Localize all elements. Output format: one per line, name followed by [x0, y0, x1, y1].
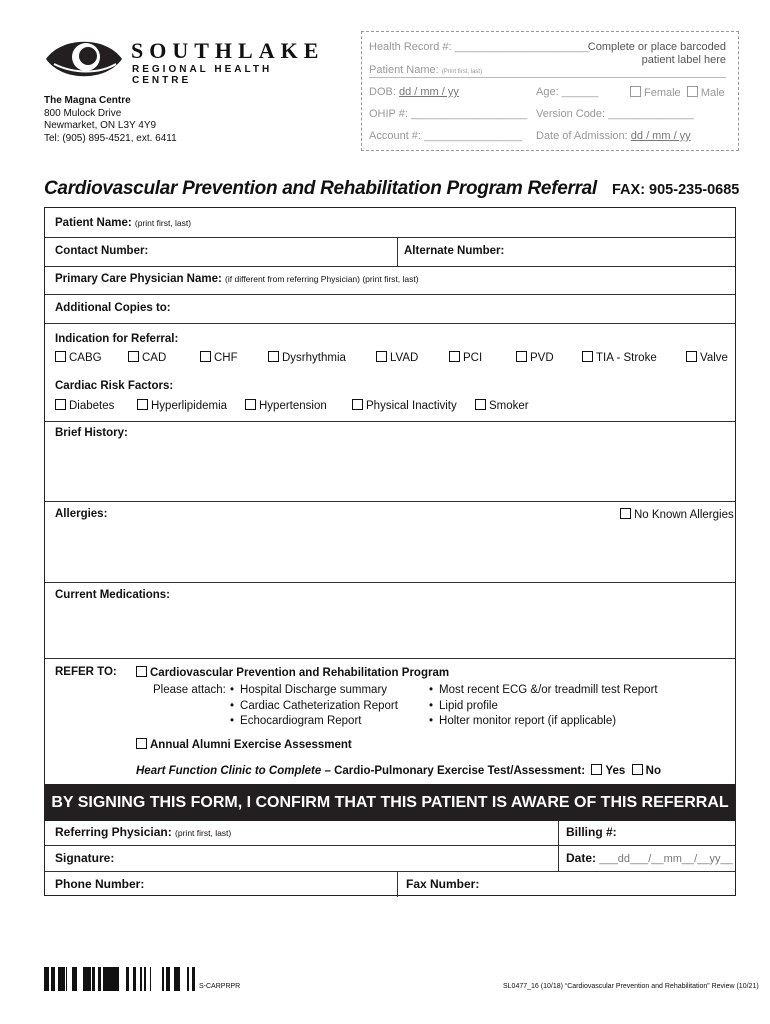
- option-label: Valve: [700, 352, 728, 364]
- version-code-field[interactable]: Version Code: ______________: [536, 108, 694, 120]
- attach-item: • Hospital Discharge summary: [230, 684, 387, 696]
- barcode-bar: [85, 967, 88, 991]
- attach-item: • Lipid profile: [429, 700, 498, 712]
- barcode-bar: [74, 967, 75, 991]
- barcode-bar: [92, 967, 95, 991]
- option-label: CABG: [69, 352, 102, 364]
- form-revision: SL0477_16 (10/18) “Cardiovascular Prevention and Rehabilitation” Review (10/21): [503, 983, 759, 990]
- option-label: Hypertension: [259, 400, 327, 412]
- additional-copies-field[interactable]: Additional Copies to:: [55, 302, 171, 314]
- checkbox[interactable]: [136, 666, 147, 677]
- referring-physician-field[interactable]: [55, 825, 231, 839]
- checkbox-option[interactable]: [686, 351, 728, 364]
- alumni-option[interactable]: [136, 738, 352, 751]
- barcode-bar: [44, 967, 46, 991]
- barcode-bar: [75, 967, 77, 991]
- dob-value: dd / mm / yy: [398, 86, 459, 98]
- patient-name-label: Patient Name:: [55, 217, 132, 229]
- option-label: CAD: [142, 352, 167, 364]
- address-line: Tel: (905) 895-4521, ext. 6411: [44, 132, 177, 144]
- attach-item: • Cardiac Catheterization Report: [230, 700, 398, 712]
- checkbox[interactable]: [686, 351, 697, 362]
- barcode-bar: [48, 967, 49, 991]
- option-label: Physical Inactivity: [366, 400, 457, 412]
- checkbox[interactable]: [55, 399, 66, 410]
- consent-banner: BY SIGNING THIS FORM, I CONFIRM THAT THIS PATIENT IS AWARE OF THIS REFERRAL: [45, 784, 735, 821]
- barcode-bar: [126, 967, 129, 991]
- checkbox[interactable]: [55, 351, 66, 362]
- nka-label: No Known Allergies: [634, 509, 734, 521]
- fax-number-header: FAX: 905-235-0685: [612, 182, 740, 198]
- patient-name-hint: (Print first, last): [441, 69, 483, 75]
- patient-name-field[interactable]: [55, 217, 191, 229]
- checkbox-male[interactable]: [687, 86, 698, 97]
- barcode-bar: [187, 967, 189, 991]
- checkbox[interactable]: [268, 351, 279, 362]
- alumni-label: Annual Alumni Exercise Assessment: [150, 739, 352, 751]
- female-label: Female: [644, 87, 681, 99]
- date-value: ___dd___/__mm__/__yy__: [599, 853, 733, 865]
- checkbox[interactable]: [200, 351, 211, 362]
- refer-to-label: REFER TO:: [55, 666, 117, 678]
- no-label: No: [645, 765, 662, 777]
- checkbox-option[interactable]: [268, 351, 346, 364]
- billing-field[interactable]: Billing #:: [566, 825, 617, 839]
- barcode-bar: [108, 967, 111, 991]
- barcode-bar: [166, 967, 167, 991]
- checkbox-option[interactable]: [449, 351, 482, 364]
- divider: [45, 845, 735, 846]
- dob-field[interactable]: [369, 86, 459, 98]
- risk-factors-label: Cardiac Risk Factors:: [55, 380, 174, 392]
- option-label: Diabetes: [69, 400, 115, 412]
- signature-field[interactable]: Signature:: [55, 851, 115, 865]
- option-label: PCI: [463, 352, 483, 364]
- address-line: The Magna Centre: [44, 95, 131, 106]
- indication-label: Indication for Referral:: [55, 333, 179, 345]
- divider: [45, 237, 735, 238]
- checkbox[interactable]: [475, 399, 486, 410]
- barcode-bar: [115, 967, 117, 991]
- attach-item: • Most recent ECG &/or treadmill test Report: [429, 684, 658, 696]
- pcp-hint: (if different from referring Physician) (print first, last): [225, 274, 419, 284]
- barcode-note-line: Complete or place barcoded: [587, 41, 726, 53]
- divider: [45, 421, 735, 422]
- barcode-bar: [167, 967, 170, 991]
- barcode-bar: [103, 967, 105, 991]
- divider: [45, 871, 735, 872]
- checkbox-option[interactable]: [376, 351, 418, 364]
- program-option[interactable]: [136, 666, 449, 679]
- barcode-bar: [105, 967, 108, 991]
- divider: [397, 237, 398, 266]
- checkbox-option[interactable]: [475, 399, 529, 412]
- account-field[interactable]: Account #: ________________: [369, 130, 522, 142]
- hf-clinic-label: Heart Function Clinic to Complete: [136, 765, 322, 777]
- hf-test-label: – Cardio-Pulmonary Exercise Test/Assessment:: [321, 765, 586, 777]
- checkbox-option[interactable]: [200, 351, 238, 364]
- brief-history-field[interactable]: Brief History:: [55, 427, 128, 439]
- logo-name: SOUTHLAKE: [131, 38, 325, 63]
- checkbox-option[interactable]: [516, 351, 554, 364]
- pcp-name-field[interactable]: [55, 273, 419, 285]
- option-label: Smoker: [489, 400, 529, 412]
- no-known-allergies-option[interactable]: [620, 508, 734, 521]
- barcode-bar: [60, 967, 63, 991]
- barcode-bar: [117, 967, 119, 991]
- logo: [44, 34, 325, 86]
- barcode-note-line: patient label here: [641, 54, 726, 66]
- please-attach-label: Please attach:: [153, 684, 226, 696]
- divider: [45, 266, 735, 267]
- barcode-bar: [140, 967, 142, 991]
- ref-phys-hint: (print first, last): [175, 828, 232, 838]
- ref-phys-label: Referring Physician:: [55, 825, 172, 839]
- heart-function-clinic-row: [136, 764, 661, 777]
- checkbox-yes[interactable]: [591, 764, 602, 775]
- option-label: LVAD: [390, 352, 419, 364]
- checkbox[interactable]: [582, 351, 593, 362]
- label-patient-name[interactable]: [369, 64, 482, 76]
- barcode-bar: [177, 967, 180, 991]
- option-label: TIA - Stroke: [596, 352, 657, 364]
- current-medications-field[interactable]: Current Medications:: [55, 589, 171, 601]
- barcode-bar: [112, 967, 115, 991]
- pcp-label: Primary Care Physician Name:: [55, 273, 222, 285]
- checkbox-female[interactable]: [630, 86, 641, 97]
- ohip-field[interactable]: OHIP #: ___________________: [369, 108, 528, 120]
- program-label: Cardiovascular Prevention and Rehabilitation Program: [150, 667, 450, 679]
- date-field[interactable]: [566, 851, 733, 865]
- barcode-bar: [66, 967, 67, 991]
- barcode-bar: [98, 967, 101, 991]
- option-label: Dysrhythmia: [282, 352, 346, 364]
- yes-label: Yes: [605, 765, 626, 777]
- checkbox-option[interactable]: [137, 399, 227, 412]
- checkbox[interactable]: [449, 351, 460, 362]
- checkbox-option[interactable]: [352, 399, 457, 412]
- checkbox[interactable]: [137, 399, 148, 410]
- barcode-bar: [58, 967, 60, 991]
- divider: [558, 821, 559, 871]
- barcode-bar: [46, 967, 48, 991]
- form-title: Cardiovascular Prevention and Rehabilitation Program Referral: [44, 178, 597, 199]
- checkbox[interactable]: [128, 351, 139, 362]
- attach-item: • Echocardiogram Report: [230, 715, 361, 727]
- divider: [45, 294, 735, 295]
- checkbox[interactable]: [245, 399, 256, 410]
- gender-options: [630, 86, 725, 99]
- age-field[interactable]: Age: ______: [536, 86, 599, 98]
- checkbox-option[interactable]: [245, 399, 327, 412]
- checkbox[interactable]: [136, 738, 147, 749]
- admission-value: dd / mm / yy: [630, 130, 691, 142]
- fax-number-field[interactable]: Fax Number:: [406, 877, 480, 891]
- checkbox[interactable]: [620, 508, 631, 519]
- form-code: S-CARPRPR: [199, 983, 241, 990]
- allergies-field[interactable]: Allergies:: [55, 508, 108, 520]
- barcode-note: [580, 41, 726, 67]
- option-label: PVD: [530, 352, 554, 364]
- alternate-number-field[interactable]: Alternate Number:: [404, 245, 505, 257]
- contact-number-field[interactable]: Contact Number:: [55, 245, 149, 257]
- phone-number-field[interactable]: Phone Number:: [55, 877, 145, 891]
- barcode-bar: [174, 967, 177, 991]
- patient-name-hint: (print first, last): [134, 218, 192, 228]
- eye-logo-icon: [44, 34, 124, 84]
- checkbox-option[interactable]: [55, 399, 114, 412]
- barcode-bar: [83, 967, 85, 991]
- checkbox[interactable]: [516, 351, 527, 362]
- divider: [45, 658, 735, 659]
- barcode-bar: [144, 967, 145, 991]
- barcode-bar: [145, 967, 146, 991]
- checkbox-no[interactable]: [632, 764, 643, 775]
- divider: [45, 323, 735, 324]
- checkbox[interactable]: [352, 399, 363, 410]
- referral-form: [44, 207, 736, 896]
- checkbox-option[interactable]: [582, 351, 657, 364]
- divider: [45, 501, 735, 502]
- divider: [397, 871, 398, 897]
- patient-name-label: Patient Name:: [369, 64, 439, 76]
- barcode-bar: [133, 967, 136, 991]
- barcode-bar: [72, 967, 74, 991]
- barcode-bar: [88, 967, 91, 991]
- health-record-field[interactable]: Health Record #: ______________________: [369, 41, 590, 53]
- barcode-bar: [54, 967, 55, 991]
- patient-name-line: [369, 77, 726, 78]
- date-label: Date:: [566, 851, 597, 865]
- option-label: Hyperlipidemia: [151, 400, 228, 412]
- address-line: 800 Mulock Drive: [44, 107, 122, 119]
- attach-item: • Holter monitor report (if applicable): [429, 715, 616, 727]
- admission-field[interactable]: [536, 130, 691, 142]
- barcode-icon: [44, 967, 196, 991]
- checkbox-option[interactable]: [55, 351, 102, 364]
- admission-label: Date of Admission:: [536, 130, 628, 142]
- option-label: CHF: [214, 352, 238, 364]
- barcode-bar: [150, 967, 151, 991]
- divider: [45, 582, 735, 583]
- dob-label: DOB:: [369, 86, 396, 98]
- logo-subtitle: REGIONAL HEALTH CENTRE: [132, 64, 273, 86]
- barcode-bar: [51, 967, 54, 991]
- barcode-bar: [111, 967, 112, 991]
- barcode-bar: [162, 967, 164, 991]
- barcode-bar: [63, 967, 65, 991]
- address-block: [44, 95, 177, 145]
- address-line: Newmarket, ON L3Y 4Y9: [44, 120, 157, 131]
- barcode-bar: [192, 967, 195, 991]
- checkbox[interactable]: [376, 351, 387, 362]
- male-label: Male: [700, 87, 725, 99]
- checkbox-option[interactable]: [128, 351, 166, 364]
